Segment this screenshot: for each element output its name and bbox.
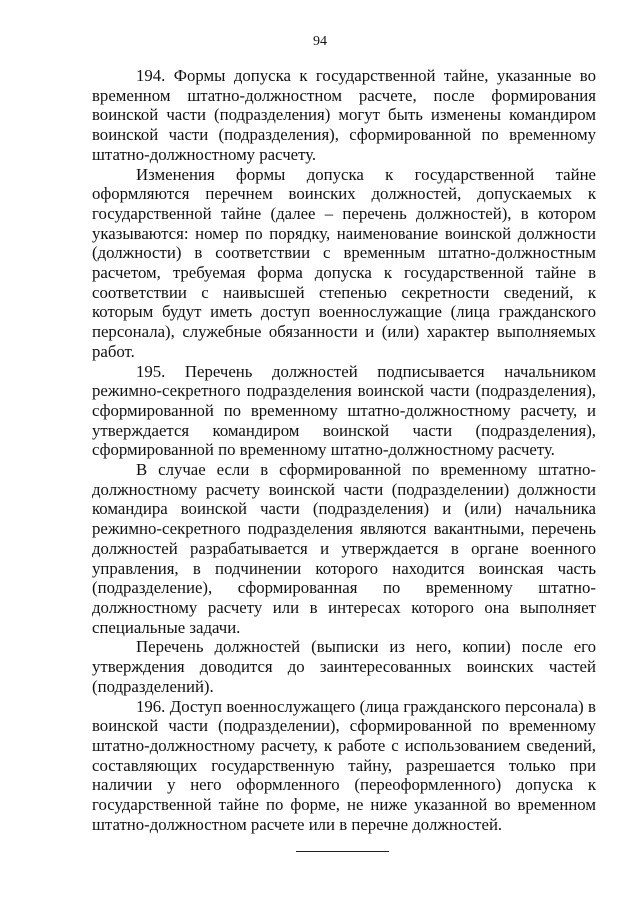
- footer-rule: [296, 851, 389, 852]
- paragraph-195-vacancy: В случае если в сформированной по временному штатно-должностному расчету воинской части (подразделении) должности командира воинской части (подразделения) и (или) начальника режимно-секретного подразделения являются вакантными, перечень должностей разрабатывается и утверждается в органе военного управления, в подчинении которого находится воинская часть (подразделение), сформированная по временному штатно-должностному расчету или в интересах которого она выполняет специальные задачи.: [92, 460, 596, 637]
- paragraph-195-distribution: Перечень должностей (выписки из него, копии) после его утверждения доводится до заинтересованных воинских частей (подразделений).: [92, 637, 596, 696]
- page-number: 94: [313, 34, 327, 49]
- paragraph-195: 195. Перечень должностей подписывается начальником режимно-секретного подразделения воинской части (подразделения), сформированной по временному штатно-должностному расчету, и утверждается командиром воинской части (подразделения), сформированной по временному штатно-должностному расчету.: [92, 361, 596, 460]
- paragraph-196: 196. Доступ военнослужащего (лица гражданского персонала) в воинской части (подразделении), сформированной по временному штатно-должностному расчету, к работе с использованием сведений, составляющих государственную тайну, разрешается только при наличии у него оформленного (переоформленного) допуска к государственной тайне по форме, не ниже указанной во временном штатно-должностном расчете или в перечне должностей.: [92, 696, 596, 834]
- document-body: [92, 66, 596, 834]
- paragraph-194: 194. Формы допуска к государственной тайне, указанные во временном штатно-должностном расчете, после формирования воинской части (подразделения) могут быть изменены командиром воинской части (подразделения), сформированной по временному штатно-должностному расчету.: [92, 66, 596, 164]
- paragraph-194-changes: Изменения формы допуска к государственной тайне оформляются перечнем воинских должностей, допускаемых к государственной тайне (далее – перечень должностей), в котором указываются: номер по порядку, наименование воинской должности (должности) в соответствии с временным штатно-должностным расчетом, требуемая форма допуска к государственной тайне в соответствии с наивысшей степенью секретности сведений, к которым будут иметь доступ военнослужащие (лица гражданского персонала), служебные обязанности и (или) характер выполняемых работ.: [92, 164, 596, 361]
